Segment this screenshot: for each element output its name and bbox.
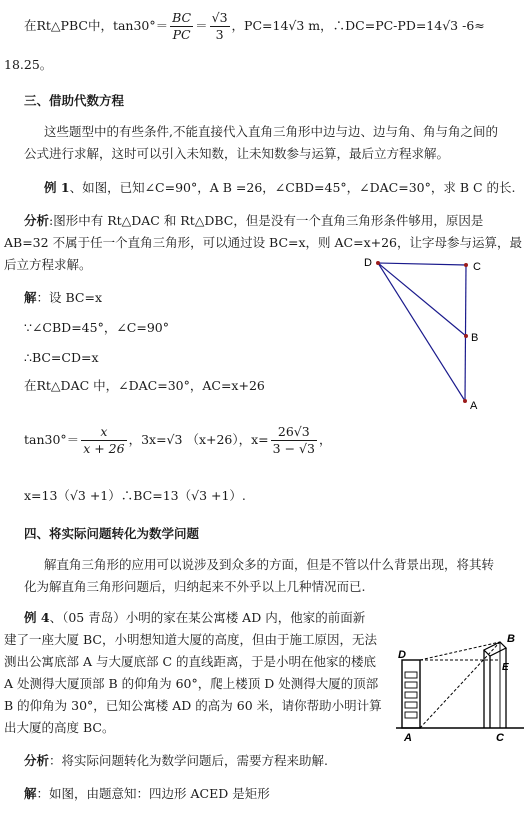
- point-a: [463, 399, 467, 403]
- label-d: D: [398, 649, 406, 661]
- numerator: √3: [211, 10, 228, 25]
- para-intro-2: 公式进行求解，这时可以引入未知数，让未知数参与运算，最后立方程求解。: [24, 146, 450, 161]
- text: ，: [318, 432, 332, 447]
- point-c: [464, 263, 468, 267]
- analysis-1-line3: 后立方程求解。: [4, 257, 92, 272]
- solution-text: ：设 BC=x: [36, 290, 102, 305]
- step-tan-equation: [24, 424, 331, 457]
- example-label: 例 1: [44, 180, 70, 195]
- label-e: E: [502, 662, 509, 673]
- para-practical-2: 化为解直角三角形问题后，归纳起来不外乎以上几种情况而已.: [24, 579, 366, 594]
- label-a: A: [404, 732, 412, 744]
- label-c: C: [496, 732, 504, 744]
- text: ，3x=√3 （x+26），x=: [128, 432, 269, 447]
- text: ，PC=14√3 m，∴DC=PC-PD=14√3 -6≈: [231, 18, 485, 33]
- example-4-line1: [24, 610, 365, 626]
- example-4-line4: A 处测得大厦顶部 B 的仰角为 60°，爬上楼顶 D 处测得大厦的顶部: [4, 676, 379, 691]
- edge-dc: [378, 263, 466, 265]
- window: [405, 702, 417, 708]
- example-4-line2: 建了一座大厦 BC，小明想知道大厦的高度，但由于施工原因，无法: [4, 632, 377, 647]
- analysis-text: ：将实际问题转化为数学问题后，需要方程来助解.: [49, 753, 328, 768]
- denominator: 3: [215, 27, 224, 42]
- example-4-line3: 测出公寓底部 A 与大厦底部 C 的直线距离，于是小明在他家的楼底: [4, 654, 376, 669]
- sight-d-b: [420, 642, 500, 660]
- fraction: [170, 10, 193, 43]
- label-a: A: [470, 400, 478, 412]
- edge-da: [378, 263, 465, 401]
- sight-a-b: [420, 642, 500, 728]
- analysis-label: 分析: [24, 753, 50, 768]
- analysis-text: :图形中有 Rt△DAC 和 Rt△DBC，但是没有一个直角三角形条件够用，原因是: [49, 213, 484, 228]
- para-intro-1: 这些题型中的有些条件,不能直接代入直角三角形中边与边、边与角、角与角之间的: [44, 124, 498, 139]
- figure-buildings: [392, 632, 526, 744]
- label-b: B: [471, 332, 479, 344]
- analysis-1-line1: [24, 213, 483, 229]
- denominator: 3 − √3: [272, 441, 315, 456]
- analysis-4: [24, 753, 328, 769]
- window: [405, 692, 417, 698]
- heading-algebra: 三、借助代数方程: [24, 93, 125, 108]
- denominator: PC: [172, 27, 191, 42]
- tower-top: [484, 642, 506, 656]
- step-answer: x=13（√3 +1）∴BC=13（√3 +1）.: [24, 488, 246, 503]
- point-d: [376, 261, 380, 265]
- fraction: [81, 424, 126, 457]
- heading-practical: 四、将实际问题转化为数学问题: [24, 526, 200, 541]
- example-1: [44, 180, 516, 196]
- window: [405, 712, 417, 718]
- analysis-1-line2: AB=32 不属于任一个直角三角形，可以通过设 BC=x，则 AC=x+26，让字母参与运算，最: [4, 235, 523, 250]
- fraction: [271, 424, 317, 457]
- solution-1: [24, 290, 102, 306]
- solution-label: 解: [24, 290, 37, 305]
- edge-cb-ca: [465, 265, 466, 401]
- fraction: [210, 10, 230, 43]
- window: [405, 672, 417, 678]
- analysis-label: 分析: [24, 213, 50, 228]
- text: 在Rt△PBC中，tan30°＝: [24, 18, 169, 33]
- step-because: ∵∠CBD=45°，∠C=90°: [24, 320, 169, 335]
- label-b: B: [507, 633, 515, 645]
- example-text: 、（05 青岛）小明的家在某公寓楼 AD 内，他家的前面新: [49, 610, 366, 625]
- example-4-line6: 出大厦的高度 BC。: [4, 720, 115, 735]
- example-4-line5: B 的仰角为 30°，已知公寓楼 AD 的高为 60 米，请你帮助小明计算: [4, 698, 382, 713]
- para-practical-1: 解直角三角形的应用可以说涉及到众多的方面，但是不管以什么背景出现，将其转: [44, 557, 495, 572]
- solution-text: ：如图，由题意知：四边形 ACED 是矩形: [36, 786, 270, 801]
- point-b: [464, 334, 468, 338]
- line-result: 18.25。: [4, 57, 53, 72]
- numerator: x: [81, 424, 126, 441]
- step-therefore: ∴BC=CD=x: [24, 350, 99, 365]
- line-tan-pbc: [24, 10, 485, 43]
- step-triangle: 在Rt△DAC 中，∠DAC=30°，AC=x+26: [24, 378, 265, 393]
- numerator: 26√3: [271, 424, 317, 441]
- edge-db: [378, 263, 466, 336]
- solution-4: [24, 786, 270, 802]
- equals: ＝: [195, 18, 208, 33]
- numerator: BC: [172, 10, 192, 25]
- label-c: C: [473, 261, 481, 273]
- label-d: D: [364, 257, 372, 269]
- example-text: 、如图，已知∠C=90°，A B =26，∠CBD=45°，∠DAC=30°，求 B C 的长.: [69, 180, 516, 195]
- example-label: 例 4: [24, 610, 50, 625]
- denominator: x + 26: [83, 441, 125, 456]
- solution-label: 解: [24, 786, 37, 801]
- window: [405, 682, 417, 688]
- text: tan30°＝: [24, 432, 80, 447]
- figure-triangle-dca: [360, 248, 500, 413]
